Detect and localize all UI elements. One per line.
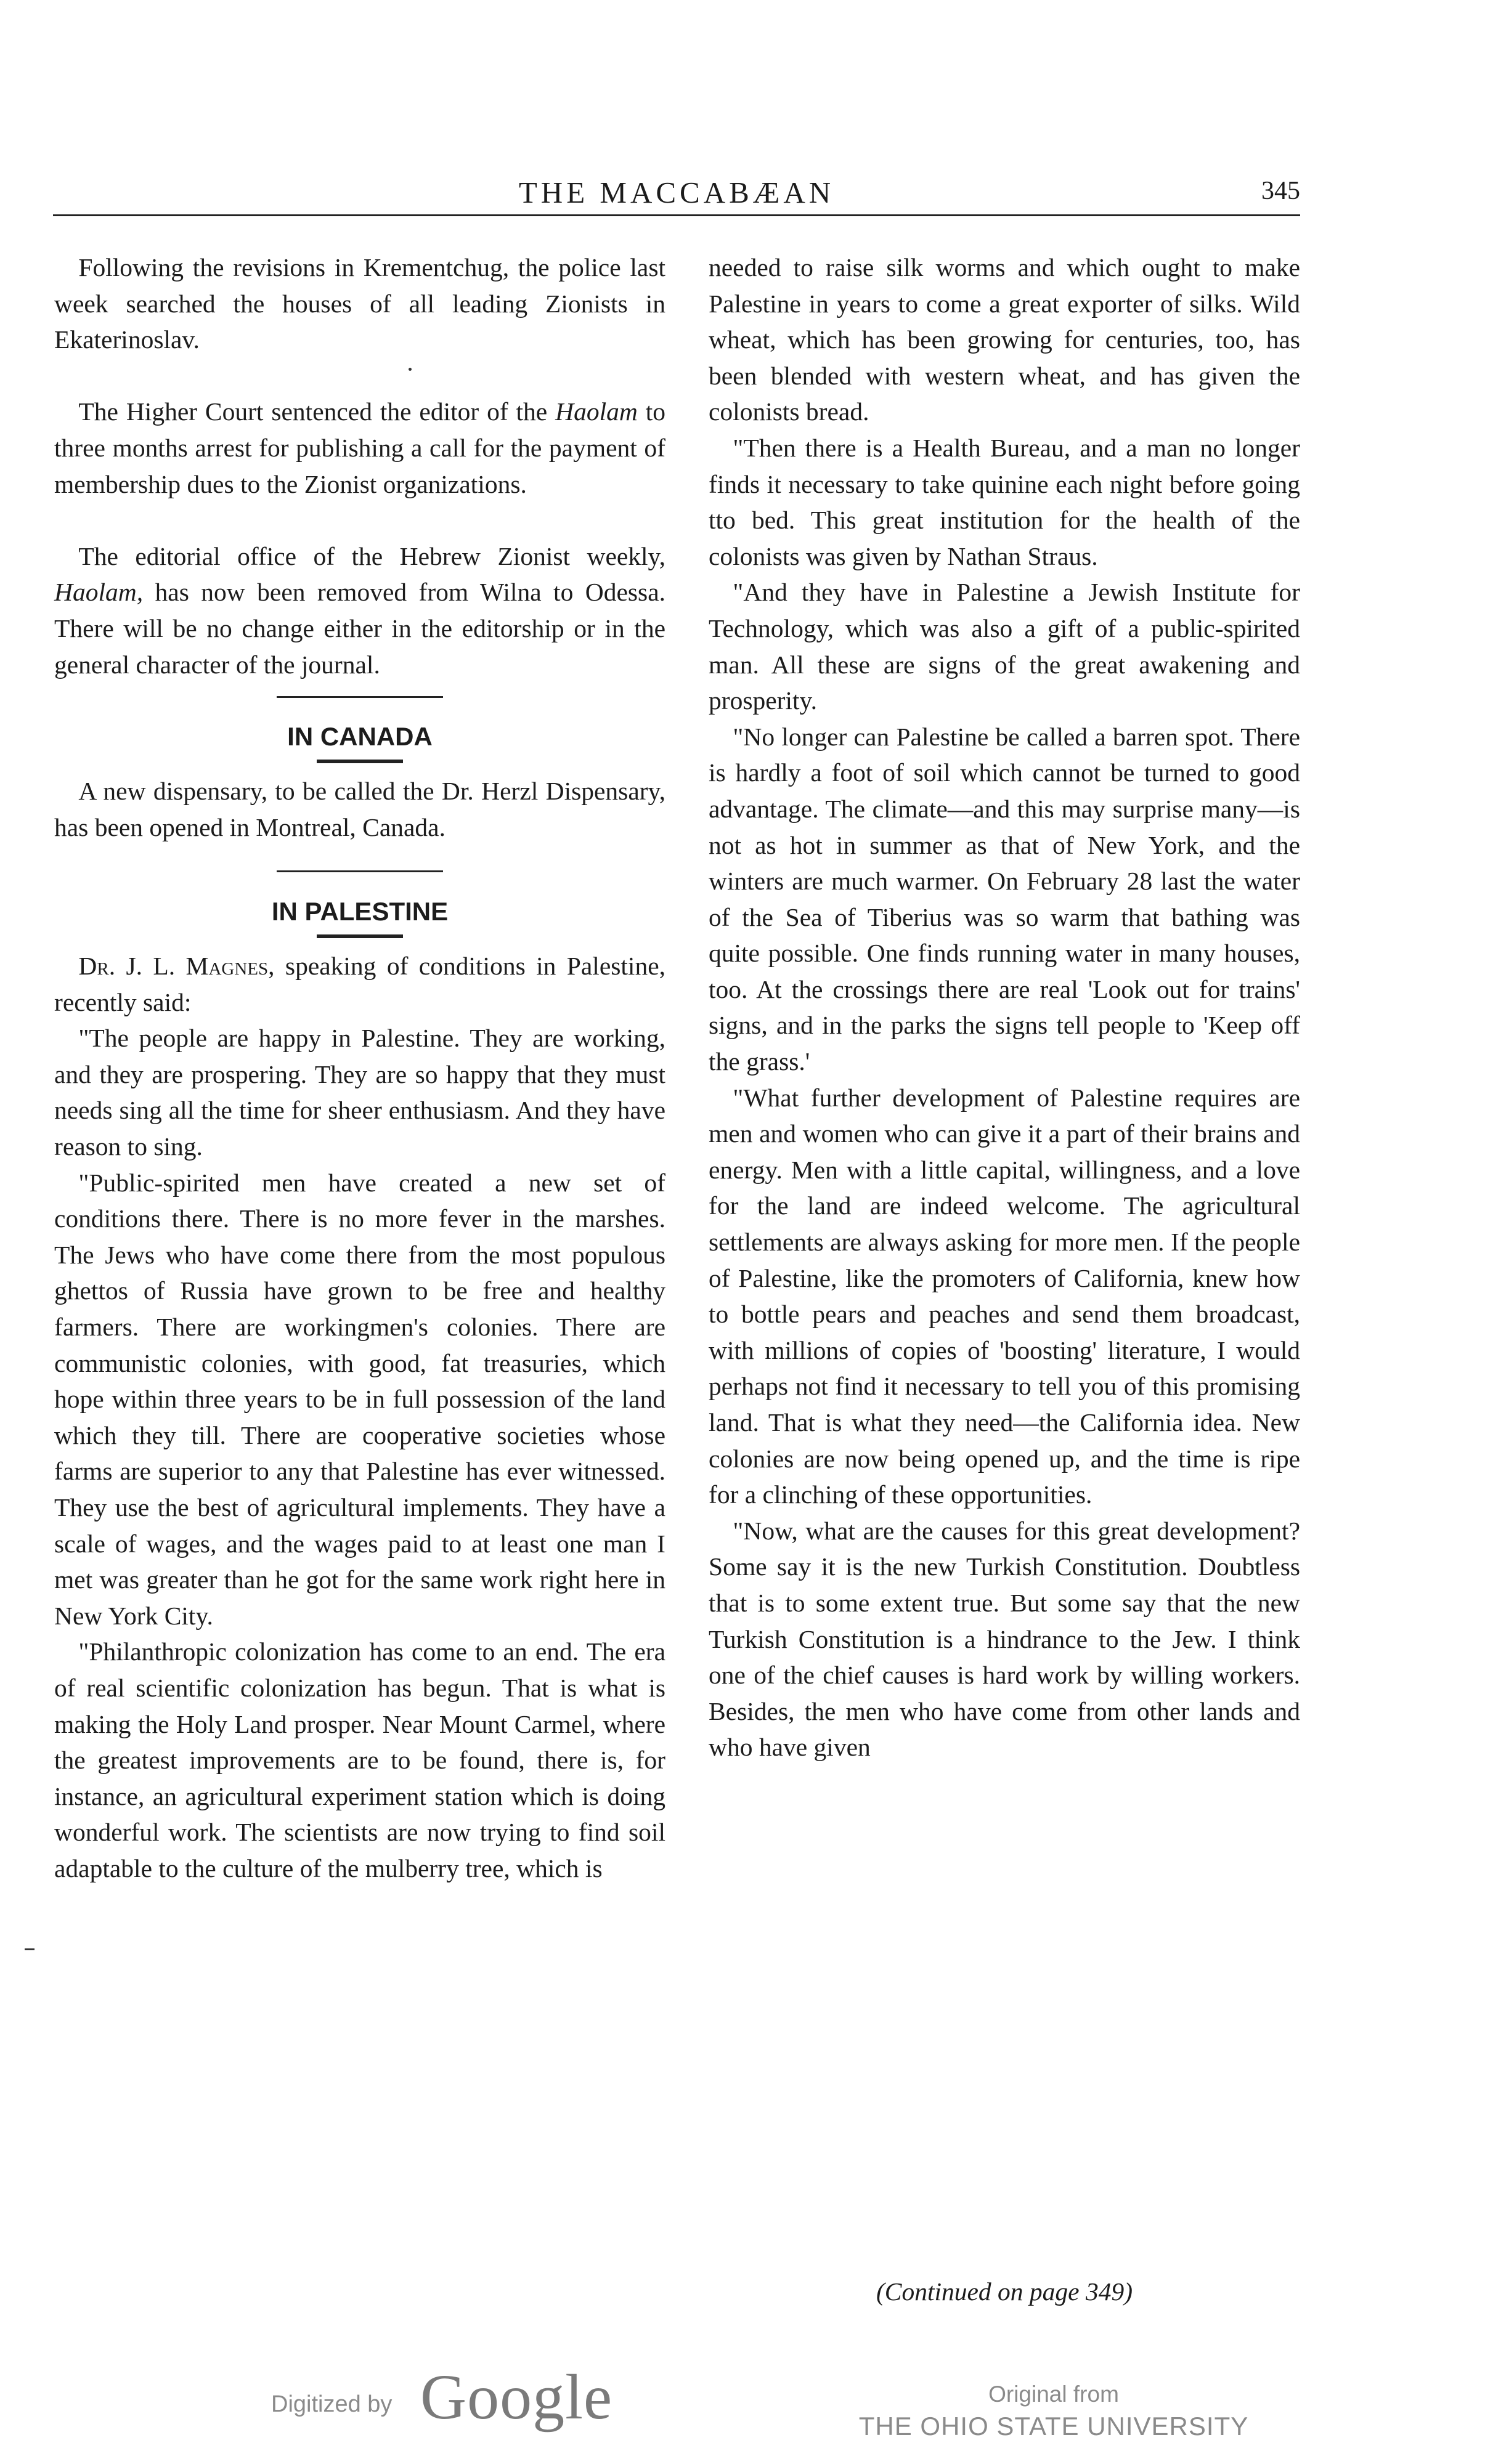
- journal-title: THE MACCABÆAN: [518, 176, 835, 209]
- source-attribution: [838, 2379, 1269, 2443]
- paragraph-quote-2: "Public-spirited men have created a new set of conditions there. There is no more fever in the marshes. The Jews who have come there from the most populous ghettos of Russia have grown to be free and healthy farmers. There are workingmen's colonies. There are communistic colonies, with good, fat treasuries, which hope within three years to be in full possession of the land which they till. There are cooperative societies whose farms are superior to any that Palestine has ever witnessed. They use the best of agricultural implements. They have a scale of wages, and the wages paid to at least one man I met was greater than he got for the same work right here in New York City.: [54, 1168, 665, 1630]
- author-name: Dr. J. L. Magnes,: [78, 952, 275, 981]
- section-rule: [54, 846, 665, 894]
- page-number: 345: [1261, 177, 1300, 205]
- margin-mark: [25, 1948, 35, 1950]
- paragraph-divider-dot: [54, 358, 665, 394]
- paragraph-canada: A new dispensary, to be called the Dr. Herzl Dispensary, has been opened in Montreal, Canada.: [54, 777, 665, 841]
- paragraph-quote-1: "The people are happy in Palestine. They are working, and they are prospering. They are so happy that they must needs sing all the time for sheer enthusiasm. And they have reason to sing.: [54, 1024, 665, 1161]
- continued-note: (Continued on page 349): [876, 2277, 1133, 2306]
- paragraph-development: "What further development of Palestine requires are men and women who can give it a part of their brains and energy. Men with a little capital, willingness, and a love for the land are indeed welcome. The agricultural settlements are always asking for more men. If the people of Palestine, like the promoters of California, knew how to bottle pears and peaches and send them broadcast, with millions of copies of 'boosting' literature, I would perhaps not find it necessary to tell you of this promising land. That is what they need—the California idea. New colonies are now being opened up, and the time is ripe for a clinching of these opportunities.: [709, 1083, 1300, 1509]
- left-column: [54, 249, 665, 1887]
- paragraph-higher-court: The Higher Court sentenced the editor of the Haolam to three months arrest for publishing a call for the payment of membership dues to the Zionist organizations.: [54, 397, 666, 498]
- section-rule: [54, 683, 665, 719]
- heading-underline: [54, 755, 665, 773]
- paragraph-health-bureau: "Then there is a Health Bureau, and a man no longer finds it necessary to take quinine each night before going tto bed. This great institution for the health of the colonists was given by Nathan Straus.: [709, 433, 1300, 570]
- paragraph-climate: "No longer can Palestine be called a barren spot. There is hardly a foot of soil which cannot be turned to good advantage. The climate—and this may surprise many—is not as hot in summer as that of New York, and the winters are much warmer. On February 28 last the water of the Sea of Tiberius was so warm that bathing was quite possible. One finds running water in many houses, too. At the crossings there are real 'Look out for trains' signs, and in the parks the signs tell people to 'Keep off the grass.': [709, 722, 1300, 1076]
- paragraph-silk-wheat: needed to raise silk worms and which ought to make Palestine in years to come a great exporter of silks. Wild wheat, which has been growing for centuries, too, has been blended with western wheat, and has given the colonists bread.: [709, 253, 1300, 426]
- heading-palestine: IN PALESTINE: [271, 896, 449, 926]
- paragraph-ekaterinoslav: Following the revisions in Krementchug, the police last week searched the houses of all leading Zionists in Ekaterinoslav.: [54, 253, 665, 354]
- heading-underline: [54, 930, 665, 948]
- institution-name: THE OHIO STATE UNIVERSITY: [858, 2412, 1249, 2441]
- heading-canada: IN CANADA: [287, 721, 433, 751]
- google-logo: Google: [420, 2362, 613, 2433]
- running-header: [53, 171, 1300, 221]
- digitized-by-label: Digitized by: [271, 2391, 393, 2417]
- paragraph-editorial-office: The editorial office of the Hebrew Zionist weekly, Haolam, has now been removed from Wilna to Odessa. There will be no change either in the editorship or in the general character of the journal.: [54, 541, 665, 679]
- original-from-label: Original from: [988, 2381, 1119, 2407]
- paragraph-technology-institute: "And they have in Palestine a Jewish Institute for Technology, which was also a gift of a public-spirited man. All these are signs of the great awakening and prosperity.: [709, 578, 1300, 715]
- digitized-by-watermark: [271, 2353, 616, 2439]
- right-column: [709, 249, 1300, 1765]
- header-rule: [53, 214, 1300, 216]
- paragraph-quote-3: "Philanthropic colonization has come to an end. The era of real scientific colonization has begun. That is what is making the Holy Land prosper. Near Mount Carmel, where the greatest improvements are to be found, there is, for instance, an agricultural experiment station which is doing wonderful work. The scientists are now trying to find soil adaptable to the culture of the mulberry tree, which is: [54, 1637, 665, 1882]
- paragraph-causes: "Now, what are the causes for this great development? Some say it is the new Turkish Constitution. Doubtless that is to some extent true. But some say that the new Turkish Constitution is a hindrance to the Jew. I think one of the chief causes is hard work by willing workers. Besides, the men who have come from other lands and who have given: [709, 1516, 1300, 1762]
- paragraph-magnes-intro: Dr. J. L. Magnes, speaking of conditions in Palestine, recently said:: [54, 952, 666, 1016]
